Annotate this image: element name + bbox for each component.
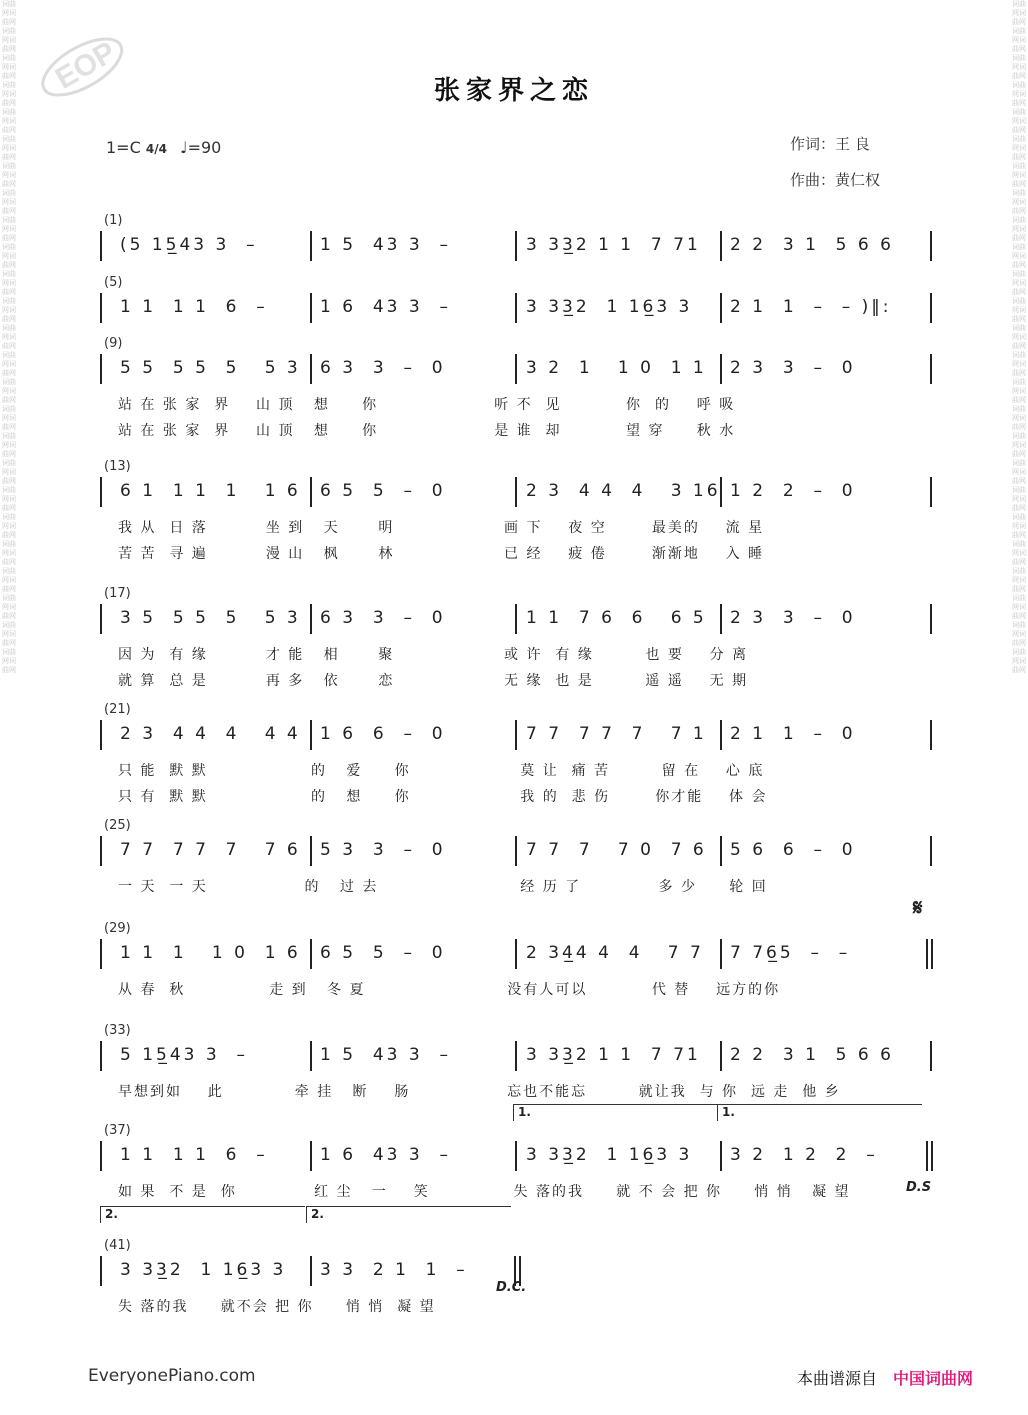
barline [720, 720, 722, 750]
measure-notes: 3 2 1 2 2 – [730, 1145, 878, 1165]
measure-notes: 1 5 43 3 – [320, 235, 452, 255]
measure-number: (33) [104, 1023, 131, 1038]
measure-notes: 1 1 1 1 6 – [120, 297, 268, 317]
key-signature: 1=C [106, 138, 141, 157]
footer-site: EveryonePiano.com [88, 1366, 256, 1386]
lyric-line: 我 从 日 落 坐 到 天 明 画 下 夜 空 最美的 流 星 [118, 520, 765, 536]
barline [720, 293, 722, 323]
notes-row [100, 477, 935, 509]
barline [926, 939, 928, 969]
measure-notes: 2 3 3 – 0 [730, 608, 856, 628]
measure-number: (25) [104, 818, 131, 833]
measure-number: (5) [104, 275, 123, 290]
barline [931, 939, 933, 969]
measure-notes: 7 7 7 7 7 7 1 [526, 724, 707, 744]
barline [100, 1041, 102, 1071]
measure-notes: 3 5 5 5 5 5 3 [120, 608, 301, 628]
barline [515, 720, 517, 750]
barline [930, 354, 932, 384]
barline [100, 939, 102, 969]
lyric-line: 就 算 总 是 再 多 依 恋 无 缘 也 是 遥 遥 无 期 [118, 673, 749, 689]
barline [930, 477, 932, 507]
measure-notes: (5 15̲43 3 – [120, 235, 258, 255]
measure-notes: 7 76̲5 – – [730, 943, 851, 963]
measure-notes: 1 2 2 – 0 [730, 481, 856, 501]
barline [100, 836, 102, 866]
measure-number: (9) [104, 336, 123, 351]
side-watermark-left: 词曲网词曲网词曲网词曲网词曲网词曲网词曲网词曲网词曲网词曲网词曲网词曲网词曲网词曲网词曲网词曲网词曲网词曲网词曲网词曲网词曲网词曲网词曲网词曲网词曲网词曲网词曲网词曲网词曲网词曲网词曲网词曲网词曲网词曲网词曲网词曲网词曲网词曲网词曲网词曲网词曲网词曲网词曲网词曲网词曲网词曲网词曲网词曲网词曲网词曲网 [2, 0, 16, 674]
barline [720, 939, 722, 969]
barline [100, 1256, 102, 1286]
barline [310, 1041, 312, 1071]
notes-row [100, 1141, 935, 1173]
barline [310, 1141, 312, 1171]
lyric-line: 站 在 张 家 界 山 顶 想 你 听 不 见 你 的 呼 吸 [118, 397, 736, 413]
footer-source-label: 本曲谱源自 [797, 1369, 878, 1388]
barline [926, 1141, 928, 1171]
barline [720, 836, 722, 866]
tempo-marking: ♩=90 [180, 138, 222, 157]
barline [720, 231, 722, 261]
barline [100, 604, 102, 634]
measure-notes: 2 1 1 – – )‖: [730, 297, 892, 317]
measure-notes: 1 5 43 3 – [320, 1045, 452, 1065]
lyric-line: 只 能 默 默 的 爱 你 莫 让 痛 苦 留 在 心 底 [118, 763, 765, 779]
measure-notes: 7 7 7 7 0 7 6 [526, 840, 707, 860]
measure-notes: 3 33̲2 1 16̲3 3 [120, 1260, 287, 1280]
notes-row [100, 354, 935, 386]
song-title: 张家界之恋 [433, 76, 594, 106]
measure-notes: 1 6 43 3 – [320, 297, 452, 317]
barline [310, 939, 312, 969]
measure-notes: 3 33̲2 1 1 7 71 [526, 1045, 701, 1065]
measure-notes: 1 6 43 3 – [320, 1145, 452, 1165]
barline [310, 604, 312, 634]
barline [930, 293, 932, 323]
measure-notes: 1 1 7 6 6 6 5 [526, 608, 707, 628]
lyric-line: 只 有 默 默 的 想 你 我 的 悲 伤 你才能 体 会 [118, 789, 768, 805]
barline [100, 1141, 102, 1171]
measure-number: (13) [104, 459, 131, 474]
barline [515, 354, 517, 384]
barline [515, 836, 517, 866]
footer-source [797, 1366, 973, 1389]
measure-notes: 3 2 1 1 0 1 1 [526, 358, 707, 378]
measure-notes: 1 6 6 – 0 [320, 724, 446, 744]
barline [930, 604, 932, 634]
ending-1-bracket-b: 1. [717, 1104, 922, 1121]
notes-row [100, 604, 935, 636]
measure-notes: 5 6 6 – 0 [730, 840, 856, 860]
svg-text:EOP: EOP [50, 35, 122, 96]
measure-notes: 2 2 3 1 5 6 6 [730, 235, 894, 255]
barline [100, 477, 102, 507]
measure-notes: 3 33̲2 1 1 7 71 [526, 235, 701, 255]
barline [310, 354, 312, 384]
time-signature: 4/4 [145, 142, 167, 156]
barline [930, 231, 932, 261]
lyric-line: 早想到如 此 牵 挂 断 肠 忘也不能忘 就让我 与 你 远 走 他 乡 [118, 1084, 841, 1100]
barline [515, 1041, 517, 1071]
measure-notes: 1 1 1 1 0 1 6 [120, 943, 301, 963]
measure-notes: 2 34̲4 4 4 7 7 [526, 943, 704, 963]
measure-notes: 2 3 4 4 4 4 4 [120, 724, 301, 744]
barline [310, 720, 312, 750]
measure-notes: 3 3 2 1 1 – [320, 1260, 468, 1280]
measure-notes: 6 5 5 – 0 [320, 481, 446, 501]
measure-number: (21) [104, 702, 131, 717]
side-watermark-right: 词曲网词曲网词曲网词曲网词曲网词曲网词曲网词曲网词曲网词曲网词曲网词曲网词曲网词曲网词曲网词曲网词曲网词曲网词曲网词曲网词曲网词曲网词曲网词曲网词曲网词曲网词曲网词曲网词曲网词曲网词曲网词曲网词曲网词曲网词曲网词曲网词曲网词曲网词曲网词曲网词曲网词曲网词曲网词曲网词曲网词曲网词曲网词曲网词曲网词曲网 [1012, 0, 1026, 674]
measure-notes: 6 5 5 – 0 [320, 943, 446, 963]
barline [310, 1256, 312, 1286]
barline [515, 231, 517, 261]
measure-number: (41) [104, 1238, 131, 1253]
measure-notes: 7 7 7 7 7 7 6 [120, 840, 301, 860]
barline [720, 1141, 722, 1171]
measure-number: (1) [104, 213, 123, 228]
measure-notes: 2 3 4 4 4 3 16 [526, 481, 721, 501]
measure-notes: 6 3 3 – 0 [320, 358, 446, 378]
dc-marking: D.C. [496, 1280, 527, 1295]
lyric-line: 从 春 秋 走 到 冬 夏 没有人可以 代 替 远方的你 [118, 982, 781, 998]
notes-row [100, 720, 935, 752]
ending-1-bracket-a: 1. [513, 1104, 718, 1121]
measure-notes: 1 1 1 1 6 – [120, 1145, 268, 1165]
barline [515, 1141, 517, 1171]
ending-2-bracket-a: 2. [100, 1206, 305, 1223]
barline [100, 231, 102, 261]
lyric-line: 失 落的我 就不会 把 你 悄 悄 凝 望 [118, 1299, 436, 1315]
composer-credit: 作曲：黄仁权 [790, 171, 881, 189]
notes-row [100, 939, 935, 971]
barline [310, 293, 312, 323]
barline [515, 604, 517, 634]
notes-row [100, 1041, 935, 1073]
barline [310, 836, 312, 866]
measure-notes: 3 33̲2 1 16̲3 3 [526, 1145, 693, 1165]
measure-notes: 2 3 3 – 0 [730, 358, 856, 378]
barline [930, 720, 932, 750]
barline [100, 293, 102, 323]
barline [930, 1041, 932, 1071]
measure-notes: 3 33̲2 1 16̲3 3 [526, 297, 693, 317]
lyricist-credit: 作词：王 良 [790, 135, 870, 153]
notes-row [100, 231, 935, 263]
measure-number: (29) [104, 921, 131, 936]
measure-notes: 5 15̲43 3 – [120, 1045, 249, 1065]
barline [100, 720, 102, 750]
barline [930, 836, 932, 866]
measure-number: (37) [104, 1123, 131, 1138]
lyric-line: 因 为 有 缘 才 能 相 聚 或 许 有 缘 也 要 分 离 [118, 647, 749, 663]
barline [515, 477, 517, 507]
ds-marking: D.S [906, 1180, 932, 1195]
measure-notes: 6 3 3 – 0 [320, 608, 446, 628]
measure-number: (17) [104, 586, 131, 601]
measure-notes: 5 5 5 5 5 5 3 [120, 358, 301, 378]
measure-notes: 2 2 3 1 5 6 6 [730, 1045, 894, 1065]
measure-notes: 6 1 1 1 1 1 6 [120, 481, 301, 501]
notes-row [100, 836, 935, 868]
measure-notes: 2 1 1 – 0 [730, 724, 856, 744]
barline [720, 1041, 722, 1071]
measure-notes: 5 3 3 – 0 [320, 840, 446, 860]
lyric-line: 苦 苦 寻 遍 漫 山 枫 林 已 经 疲 倦 渐渐地 入 睡 [118, 546, 765, 562]
barline [310, 477, 312, 507]
barline [515, 939, 517, 969]
lyric-line: 如 果 不 是 你 红 尘 一 笑 失 落的我 就 不 会 把 你 悄 悄 凝 望 [118, 1184, 851, 1200]
barline [720, 354, 722, 384]
ending-2-bracket-b: 2. [306, 1206, 511, 1223]
footer-brand: 中国词曲网 [893, 1369, 974, 1388]
barline [720, 604, 722, 634]
barline [931, 1141, 933, 1171]
segno-sign: 𝄋 [913, 896, 923, 921]
barline [100, 354, 102, 384]
notes-row [100, 293, 935, 325]
barline [310, 231, 312, 261]
barline [515, 293, 517, 323]
lyric-line: 一 天 一 天 的 过 去 经 历 了 多 少 轮 回 [118, 879, 768, 895]
lyric-line: 站 在 张 家 界 山 顶 想 你 是 谁 却 望 穿 秋 水 [118, 423, 736, 439]
key-tempo [106, 138, 221, 157]
